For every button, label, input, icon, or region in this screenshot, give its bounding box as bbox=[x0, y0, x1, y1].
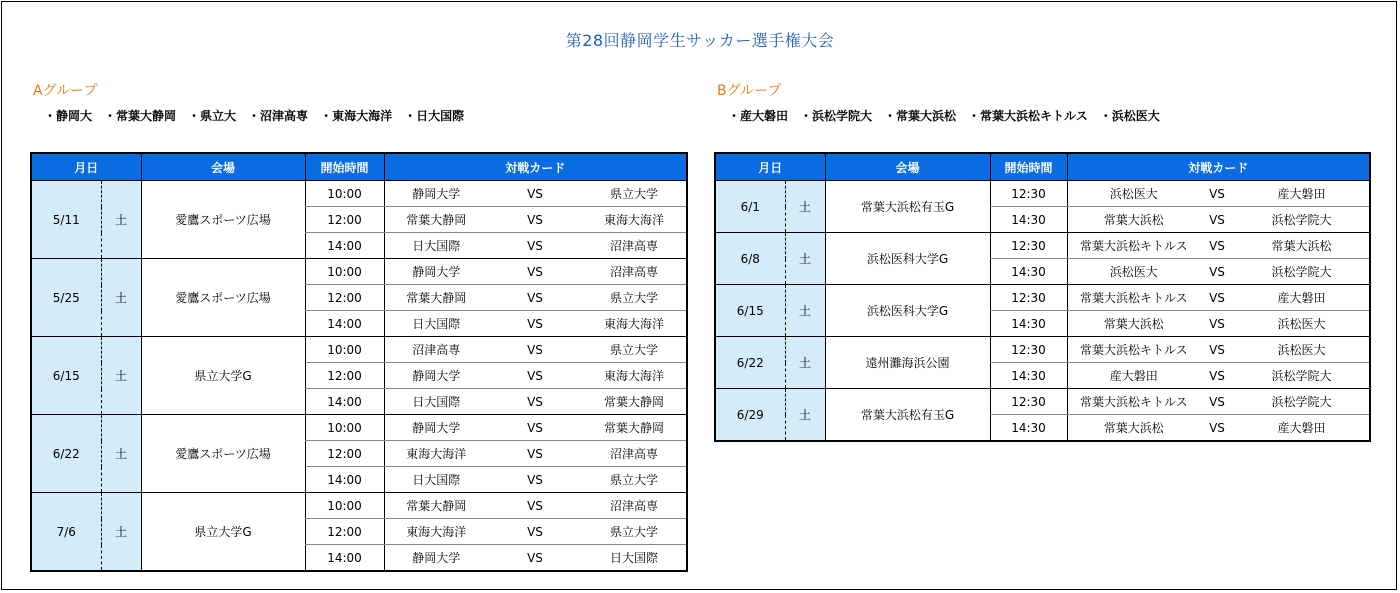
away-team: 県立大学 bbox=[582, 181, 687, 207]
team-name: ・常葉大浜松キトルス bbox=[968, 109, 1088, 123]
away-team: 浜松学院大 bbox=[1234, 363, 1370, 389]
team-name: ・県立大 bbox=[188, 109, 237, 123]
away-team: 浜松学院大 bbox=[1234, 207, 1370, 233]
kickoff-time: 10:00 bbox=[305, 415, 384, 441]
match-date: 6/1 bbox=[715, 181, 785, 233]
match-row bbox=[31, 337, 687, 363]
match-venue: 愛鷹スポーツ広場 bbox=[141, 181, 305, 259]
kickoff-time: 14:00 bbox=[305, 311, 384, 337]
group-b-team-list bbox=[728, 107, 1172, 124]
group-a-heading: Aグループ bbox=[33, 83, 98, 99]
match-date: 6/29 bbox=[715, 389, 785, 442]
vs-label: VS bbox=[1200, 259, 1234, 285]
home-team: 東海大海洋 bbox=[384, 441, 488, 467]
home-team: 日大国際 bbox=[384, 311, 488, 337]
kickoff-time: 14:00 bbox=[305, 389, 384, 415]
away-team: 沼津高専 bbox=[582, 233, 687, 259]
header-venue: 会場 bbox=[825, 153, 990, 181]
group-a-team-list bbox=[44, 107, 476, 124]
home-team: 常葉大浜松 bbox=[1067, 311, 1200, 337]
home-team: 浜松医大 bbox=[1067, 181, 1200, 207]
vs-label: VS bbox=[1200, 207, 1234, 233]
away-team: 県立大学 bbox=[582, 285, 687, 311]
vs-label: VS bbox=[1200, 363, 1234, 389]
match-day-of-week: 土 bbox=[785, 181, 825, 233]
table-header-row bbox=[715, 153, 1370, 181]
vs-label: VS bbox=[1200, 285, 1234, 311]
match-date: 5/11 bbox=[31, 181, 101, 259]
match-day-of-week: 土 bbox=[101, 181, 141, 259]
vs-label: VS bbox=[1200, 389, 1234, 415]
vs-label: VS bbox=[488, 337, 582, 363]
home-team: 常葉大静岡 bbox=[384, 285, 488, 311]
home-team: 静岡大学 bbox=[384, 363, 488, 389]
match-venue: 浜松医科大学G bbox=[825, 233, 990, 285]
kickoff-time: 10:00 bbox=[305, 493, 384, 519]
away-team: 沼津高専 bbox=[582, 493, 687, 519]
match-date: 6/22 bbox=[31, 415, 101, 493]
kickoff-time: 14:30 bbox=[990, 363, 1067, 389]
kickoff-time: 14:00 bbox=[305, 545, 384, 572]
team-name: ・日大国際 bbox=[404, 109, 465, 123]
match-day-of-week: 土 bbox=[785, 285, 825, 337]
away-team: 日大国際 bbox=[582, 545, 687, 572]
kickoff-time: 12:00 bbox=[305, 363, 384, 389]
kickoff-time: 14:30 bbox=[990, 311, 1067, 337]
kickoff-time: 14:00 bbox=[305, 233, 384, 259]
vs-label: VS bbox=[488, 207, 582, 233]
match-row bbox=[31, 415, 687, 441]
away-team: 県立大学 bbox=[582, 467, 687, 493]
vs-label: VS bbox=[488, 493, 582, 519]
vs-label: VS bbox=[488, 233, 582, 259]
away-team: 産大磐田 bbox=[1234, 285, 1370, 311]
kickoff-time: 12:30 bbox=[990, 181, 1067, 207]
match-venue: 愛鷹スポーツ広場 bbox=[141, 415, 305, 493]
match-row bbox=[715, 337, 1370, 363]
home-team: 沼津高専 bbox=[384, 337, 488, 363]
away-team: 沼津高専 bbox=[582, 259, 687, 285]
match-row bbox=[31, 259, 687, 285]
match-day-of-week: 土 bbox=[785, 233, 825, 285]
match-venue: 常葉大浜松有玉G bbox=[825, 389, 990, 442]
match-venue: 愛鷹スポーツ広場 bbox=[141, 259, 305, 337]
home-team: 東海大海洋 bbox=[384, 519, 488, 545]
kickoff-time: 12:00 bbox=[305, 441, 384, 467]
home-team: 浜松医大 bbox=[1067, 259, 1200, 285]
team-name: ・産大磐田 bbox=[728, 109, 789, 123]
away-team: 浜松学院大 bbox=[1234, 259, 1370, 285]
vs-label: VS bbox=[1200, 415, 1234, 442]
match-venue: 県立大学G bbox=[141, 337, 305, 415]
header-date: 月日 bbox=[31, 153, 141, 181]
header-match: 対戦カード bbox=[384, 153, 687, 181]
match-day-of-week: 土 bbox=[785, 389, 825, 442]
home-team: 日大国際 bbox=[384, 389, 488, 415]
match-row bbox=[715, 285, 1370, 311]
header-time: 開始時間 bbox=[990, 153, 1067, 181]
kickoff-time: 12:30 bbox=[990, 233, 1067, 259]
group-b-heading: Bグループ bbox=[717, 83, 782, 99]
vs-label: VS bbox=[488, 519, 582, 545]
match-day-of-week: 土 bbox=[101, 415, 141, 493]
match-venue: 県立大学G bbox=[141, 493, 305, 572]
match-row bbox=[715, 389, 1370, 415]
kickoff-time: 12:00 bbox=[305, 519, 384, 545]
away-team: 常葉大静岡 bbox=[582, 389, 687, 415]
away-team: 産大磐田 bbox=[1234, 415, 1370, 442]
home-team: 日大国際 bbox=[384, 467, 488, 493]
match-date: 6/22 bbox=[715, 337, 785, 389]
match-venue: 遠州灘海浜公園 bbox=[825, 337, 990, 389]
match-day-of-week: 土 bbox=[101, 493, 141, 572]
vs-label: VS bbox=[1200, 337, 1234, 363]
vs-label: VS bbox=[488, 441, 582, 467]
team-name: ・浜松医大 bbox=[1099, 109, 1160, 123]
home-team: 常葉大浜松 bbox=[1067, 415, 1200, 442]
match-row bbox=[715, 233, 1370, 259]
vs-label: VS bbox=[488, 389, 582, 415]
match-date: 6/8 bbox=[715, 233, 785, 285]
away-team: 東海大海洋 bbox=[582, 311, 687, 337]
team-name: ・常葉大静岡 bbox=[104, 109, 177, 123]
kickoff-time: 14:00 bbox=[305, 467, 384, 493]
vs-label: VS bbox=[488, 545, 582, 572]
home-team: 常葉大静岡 bbox=[384, 493, 488, 519]
home-team: 常葉大浜松 bbox=[1067, 207, 1200, 233]
kickoff-time: 12:00 bbox=[305, 285, 384, 311]
kickoff-time: 12:00 bbox=[305, 207, 384, 233]
vs-label: VS bbox=[488, 467, 582, 493]
home-team: 静岡大学 bbox=[384, 545, 488, 572]
away-team: 東海大海洋 bbox=[582, 207, 687, 233]
home-team: 常葉大浜松キトルス bbox=[1067, 233, 1200, 259]
table-header-row bbox=[31, 153, 687, 181]
vs-label: VS bbox=[488, 259, 582, 285]
match-venue: 浜松医科大学G bbox=[825, 285, 990, 337]
team-name: ・浜松学院大 bbox=[800, 109, 873, 123]
vs-label: VS bbox=[1200, 181, 1234, 207]
home-team: 産大磐田 bbox=[1067, 363, 1200, 389]
match-row bbox=[31, 181, 687, 207]
team-name: ・沼津高専 bbox=[248, 109, 309, 123]
away-team: 産大磐田 bbox=[1234, 181, 1370, 207]
kickoff-time: 12:30 bbox=[990, 285, 1067, 311]
home-team: 常葉大静岡 bbox=[384, 207, 488, 233]
group-a-schedule-table bbox=[30, 152, 688, 572]
away-team: 県立大学 bbox=[582, 337, 687, 363]
kickoff-time: 10:00 bbox=[305, 181, 384, 207]
match-date: 6/15 bbox=[31, 337, 101, 415]
away-team: 沼津高専 bbox=[582, 441, 687, 467]
home-team: 日大国際 bbox=[384, 233, 488, 259]
team-name: ・静岡大 bbox=[44, 109, 93, 123]
match-date: 5/25 bbox=[31, 259, 101, 337]
header-date: 月日 bbox=[715, 153, 825, 181]
header-match: 対戦カード bbox=[1067, 153, 1370, 181]
away-team: 浜松学院大 bbox=[1234, 389, 1370, 415]
vs-label: VS bbox=[1200, 311, 1234, 337]
kickoff-time: 12:30 bbox=[990, 389, 1067, 415]
vs-label: VS bbox=[488, 285, 582, 311]
away-team: 常葉大静岡 bbox=[582, 415, 687, 441]
kickoff-time: 14:30 bbox=[990, 207, 1067, 233]
kickoff-time: 12:30 bbox=[990, 337, 1067, 363]
away-team: 浜松医大 bbox=[1234, 337, 1370, 363]
away-team: 常葉大浜松 bbox=[1234, 233, 1370, 259]
home-team: 静岡大学 bbox=[384, 415, 488, 441]
group-b-schedule-table bbox=[714, 152, 1371, 442]
team-name: ・東海大海洋 bbox=[320, 109, 393, 123]
vs-label: VS bbox=[1200, 233, 1234, 259]
match-day-of-week: 土 bbox=[785, 337, 825, 389]
match-venue: 常葉大浜松有玉G bbox=[825, 181, 990, 233]
match-row bbox=[715, 181, 1370, 207]
team-name: ・常葉大浜松 bbox=[884, 109, 957, 123]
home-team: 静岡大学 bbox=[384, 181, 488, 207]
home-team: 常葉大浜松キトルス bbox=[1067, 389, 1200, 415]
kickoff-time: 14:30 bbox=[990, 415, 1067, 442]
home-team: 静岡大学 bbox=[384, 259, 488, 285]
kickoff-time: 10:00 bbox=[305, 337, 384, 363]
page-title: 第28回静岡学生サッカー選手権大会 bbox=[565, 31, 835, 50]
home-team: 常葉大浜松キトルス bbox=[1067, 337, 1200, 363]
vs-label: VS bbox=[488, 311, 582, 337]
home-team: 常葉大浜松キトルス bbox=[1067, 285, 1200, 311]
match-date: 6/15 bbox=[715, 285, 785, 337]
match-day-of-week: 土 bbox=[101, 337, 141, 415]
match-day-of-week: 土 bbox=[101, 259, 141, 337]
vs-label: VS bbox=[488, 181, 582, 207]
header-time: 開始時間 bbox=[305, 153, 384, 181]
header-venue: 会場 bbox=[141, 153, 305, 181]
vs-label: VS bbox=[488, 363, 582, 389]
away-team: 東海大海洋 bbox=[582, 363, 687, 389]
away-team: 県立大学 bbox=[582, 519, 687, 545]
vs-label: VS bbox=[488, 415, 582, 441]
away-team: 浜松医大 bbox=[1234, 311, 1370, 337]
match-date: 7/6 bbox=[31, 493, 101, 572]
match-row bbox=[31, 493, 687, 519]
kickoff-time: 14:30 bbox=[990, 259, 1067, 285]
kickoff-time: 10:00 bbox=[305, 259, 384, 285]
